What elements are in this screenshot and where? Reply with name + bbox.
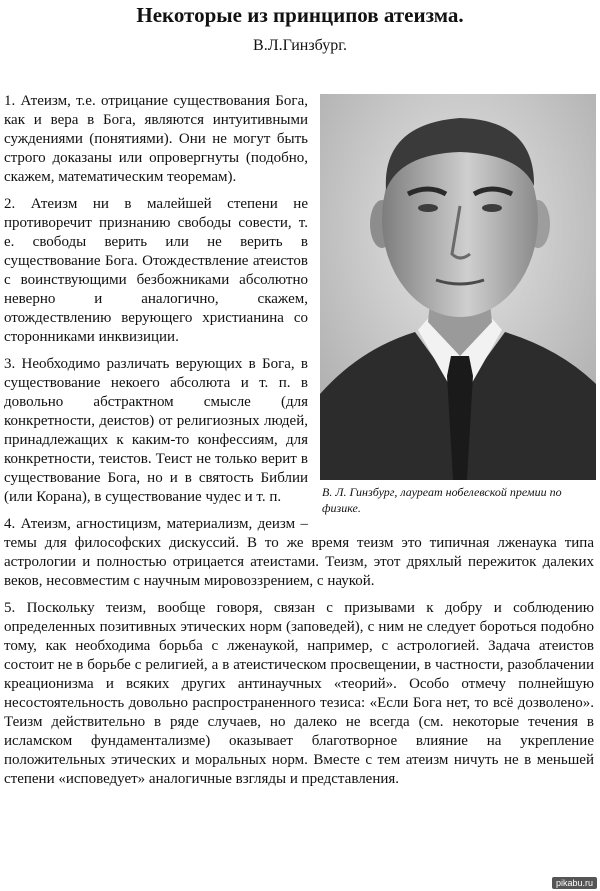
paragraph-2: 2. Атеизм ни в малейшей степени не противоречит признанию свободы совести, т. е. свободы верить или не верить в существование Бога. Отождествление атеистов с воинствующими безбожниками абсолютно неверно и аналогично, скажем, отождествлению верующего христианина со сторонниками инквизиции. (4, 196, 308, 345)
photo-caption: В. Л. Гинзбург, лауреат нобелевской премии по физике. (322, 485, 562, 515)
photo-spacer (308, 92, 594, 533)
article-body (4, 92, 594, 797)
paragraph-3: 3. Необходимо различать верующих в Бога, в существование некоего абсолюта и т. п. в довольно абстрактном смысле (для конкретности, деистов) от религиозных людей, принадлежащих к каким-то конфессиям, для конкретности, теистов. Теист не только верит в существование Бога, но и в святость Библии (или Корана), в существование чудес и т. п. (4, 356, 308, 505)
paragraph-4: 4. Атеизм, агностицизм, материализм, деизм – темы для философских дискуссий. В то же время теизм это типичная лженаука типа астрологии и полностью отрицается атеистами. Теизм, этот дряхлый пережиток далеких веков, несовместим с научным мировоззрением, с наукой. (4, 516, 594, 589)
paragraph-1: 1. Атеизм, т.е. отрицание существования Бога, как и вера в Бога, являются интуитивными суждениями (понятиями). Они не могут быть строго доказаны или опровергнуты (подобно, скажем, математическим теоремам). (4, 93, 308, 185)
document-title: Некоторые из принципов атеизма. (136, 3, 464, 27)
paragraph-5: 5. Поскольку теизм, вообще говоря, связан с призывами к добру и соблюдению определенных позитивных этических норм (заповедей), с ним не следует бороться подобно тому, как необходима борьба с лженаукой, например, с астрологией. Задача атеистов состоит не в борьбе с религией, а в атеистическом просвещении, в частности, разоблачении креационизма и всяких других антинаучных «теорий». Особо отмечу полнейшую несостоятельность довольно распространенного тезиса: «Если Бога нет, то всё дозволено». Теизм действительно в ряде случаев, но далеко не всегда (см. некоторые течения в исламском фундаментализме) оказывает благотворное влияние на укрепление положительных этических и моральных норм. Вместе с тем атеизм ничуть не в меньшей степени «исповедует» аналогичные взгляды и представления. (4, 600, 594, 787)
author-name: В.Л.Гинзбург. (253, 37, 347, 54)
watermark-logo: pikabu.ru (552, 877, 597, 889)
